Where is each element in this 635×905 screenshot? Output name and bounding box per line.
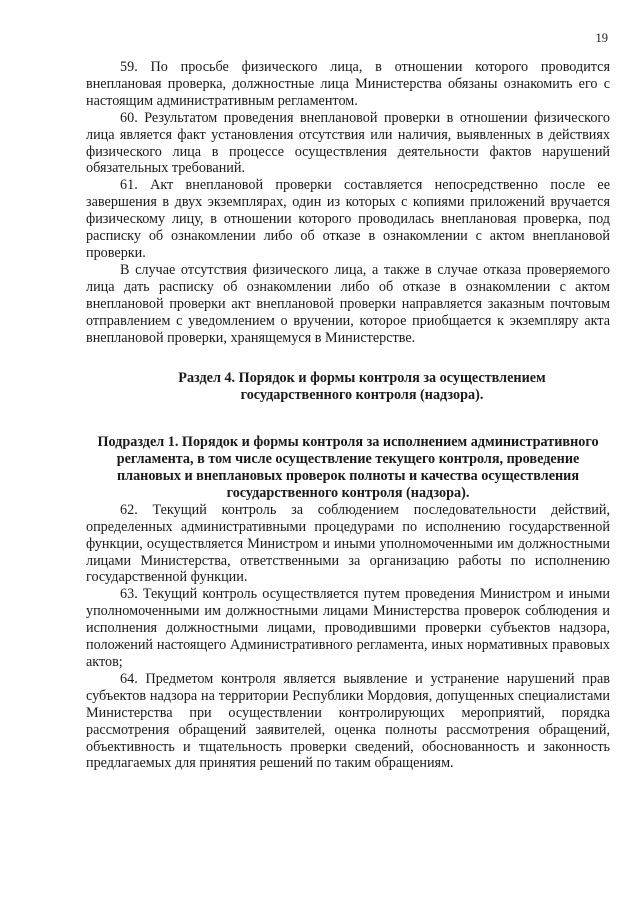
section-heading: Раздел 4. Порядок и формы контроля за осуществлением государственного контроля (надзора). xyxy=(178,370,546,404)
page-content xyxy=(86,59,610,772)
paragraph-64: 64. Предметом контроля является выявление и устранение нарушений прав субъектов надзора на территории Республики Мордовия, допущенных специалистами Министерства при осуществлении контролирующих мероприятий, порядка рассмотрения обращений заявителей, оценка полноты рассмотрения обращений, объективность и тщательность проверки сведений, обоснованность и законность предлагаемых для принятия решений по таким обращениям. xyxy=(86,670,610,772)
paragraph-61-continuation: В случае отсутствия физического лица, а также в случае отказа проверяемого лица дать расписку об ознакомлении либо об отказе в ознакомлении с актом внеплановой проверки акт внеплановой проверки направляется заказным почтовым отправлением с уведомлением о вручении, которое приобщается к экземпляру акта внеплановой проверки, хранящемуся в Министерстве. xyxy=(86,261,610,346)
paragraph-59: 59. По просьбе физического лица, в отношении которого проводится внеплановая проверка, должностные лица Министерства обязаны ознакомить его с настоящим административным регламентом. xyxy=(86,59,610,109)
paragraph-62: 62. Текущий контроль за соблюдением последовательности действий, определенных административными процедурами по исполнению государственной функции, осуществляется Министром и иными уполномоченными им должностными лицами Министерства, ответственными за организацию работы по исполнению государственной функции. xyxy=(86,501,610,586)
page-number: 19 xyxy=(595,31,608,45)
paragraph-63: 63. Текущий контроль осуществляется путем проведения Министром и иными уполномоченными им должностными лицами Министерства проверок соблюдения и исполнения должностными лицами, проводившими проверки субъектов надзора, положений настоящего Административного регламента, иных нормативных правовых актов; xyxy=(86,586,610,670)
paragraph-60: 60. Результатом проведения внеплановой проверки в отношении физического лица является факт установления отсутствия или наличия, выявленных в действиях физического лица в процессе осуществления деятельности фактов нарушений обязательных требований. xyxy=(86,109,610,177)
subsection-heading: Подраздел 1. Порядок и формы контроля за исполнением административного регламента, в том числе осуществление текущего контроля, проведение плановых и внеплановых проверок полноты и качества осуществления государственного контроля (надзора). xyxy=(97,434,599,501)
paragraph-61: 61. Акт внеплановой проверки составляется непосредственно после ее завершения в двух экземплярах, один из которых с копиями приложений вручается физическому лицу, в отношении которого проводилась внеплановая проверка, под расписку об ознакомлении либо об отказе в ознакомлении с актом внеплановой проверки. xyxy=(86,177,610,261)
